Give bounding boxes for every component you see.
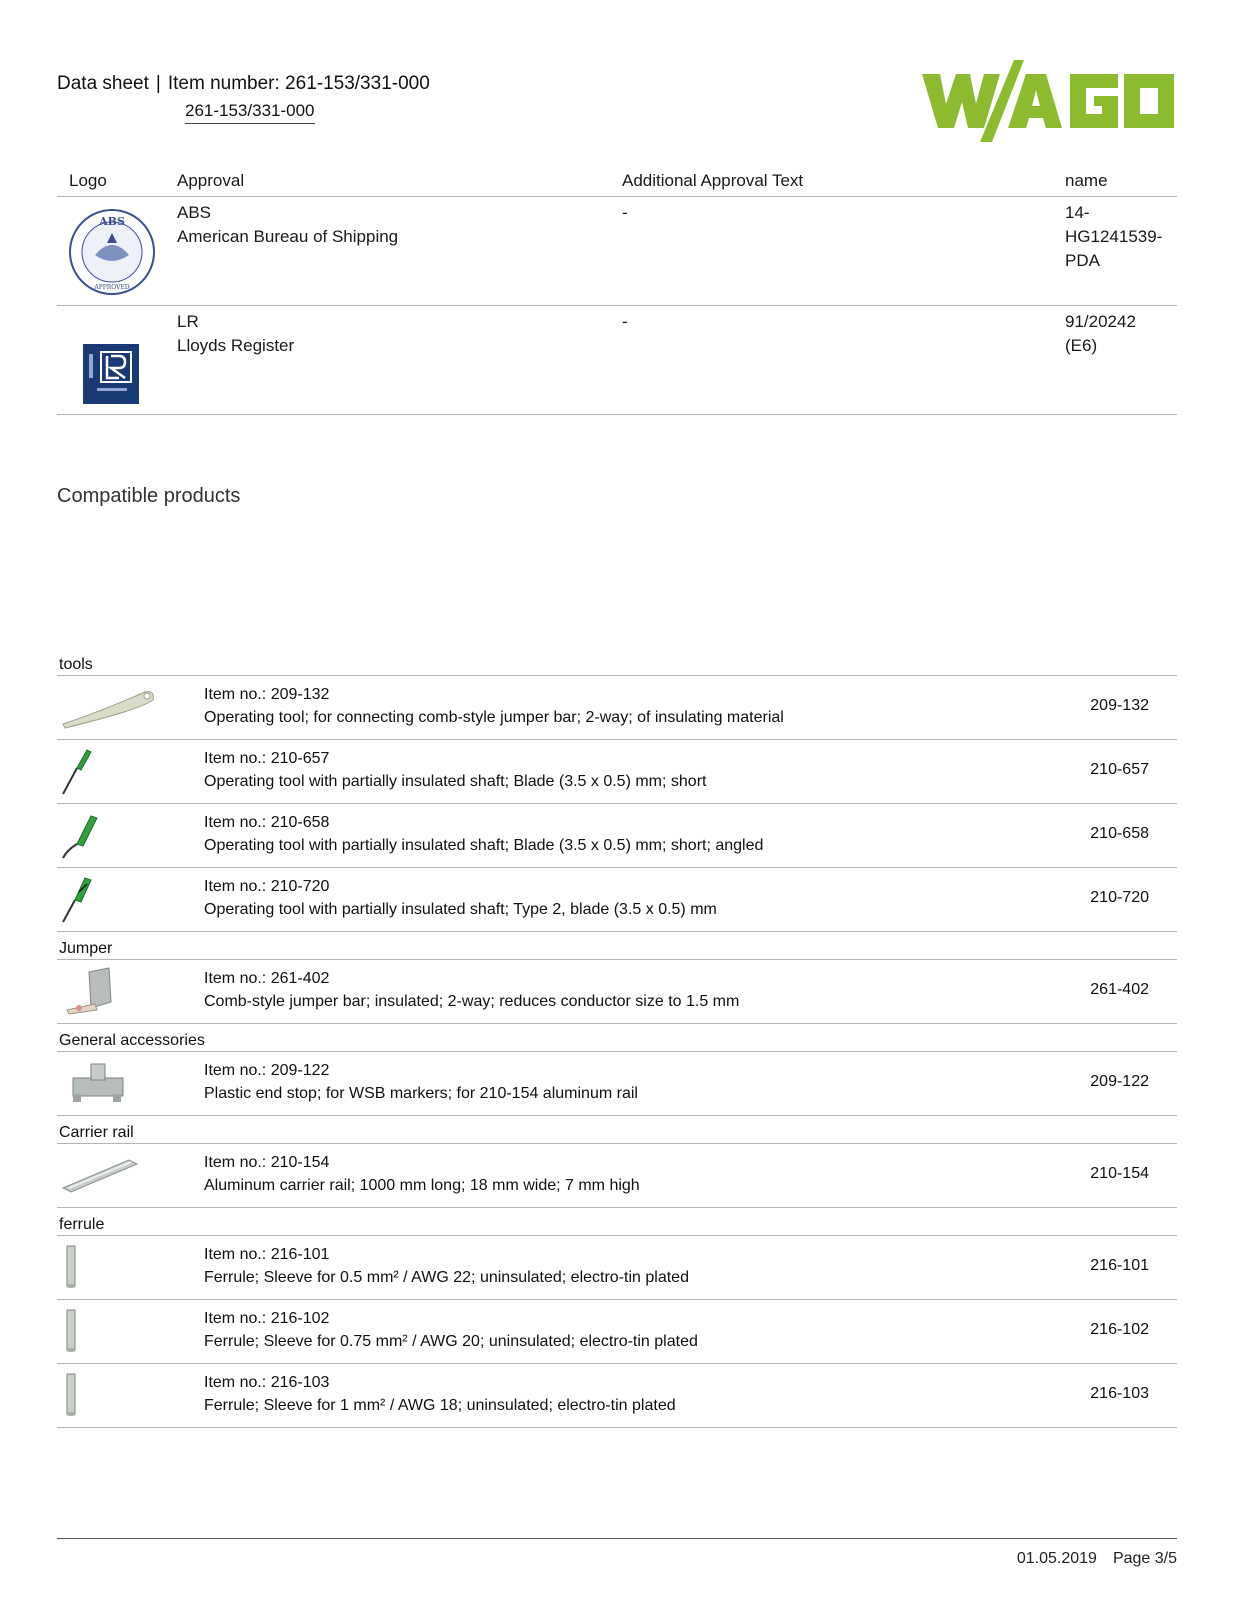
approvals-header [57,168,1177,197]
product-item-no: Item no.: 261-402 [204,970,330,987]
product-row[interactable] [57,1144,1177,1208]
product-item-no: Item no.: 216-103 [204,1374,330,1391]
product-row[interactable] [57,1364,1177,1428]
product-item-no: Item no.: 210-658 [204,814,330,831]
col-logo: Logo [69,171,107,190]
product-number: 210-154 [1090,1165,1149,1182]
lr-mark-icon [67,316,157,406]
abs-seal-icon [67,207,157,297]
product-row[interactable] [57,868,1177,932]
compatible-products-list [57,648,1177,1428]
product-item-no: Item no.: 216-102 [204,1310,330,1327]
jumper-bar-icon [59,966,159,1016]
product-item-no: Item no.: 209-132 [204,686,330,703]
approval-code: ABS [177,203,212,222]
screwdriver-icon [59,746,159,796]
ferrule-icon [59,1306,159,1356]
product-number: 210-657 [1090,761,1149,778]
product-number: 210-658 [1090,825,1149,842]
ferrule-icon [59,1242,159,1292]
carrier-rail-icon [59,1150,159,1200]
compatible-products-heading: Compatible products [57,485,241,507]
group-label-general-accessories: General accessories [57,1024,1177,1052]
svg-text:APPROVED: APPROVED [94,284,130,291]
product-item-no: Item no.: 210-154 [204,1154,330,1171]
product-row[interactable] [57,1300,1177,1364]
approval-name-line: 14- [1065,203,1090,222]
screwdriver-icon [59,874,159,924]
product-desc: Plastic end stop; for WSB markers; for 210-154 aluminum rail [204,1085,638,1102]
col-approval: Approval [177,171,245,190]
product-item-no: Item no.: 216-101 [204,1246,330,1263]
approval-fullname: Lloyds Register [177,336,295,355]
product-item-no: Item no.: 210-657 [204,750,330,767]
product-number: 209-132 [1090,697,1149,714]
approval-additional: - [622,203,628,222]
wago-logo [922,56,1177,146]
group-label-ferrule: ferrule [57,1208,1177,1236]
product-row[interactable] [57,676,1177,740]
approval-additional: - [622,312,628,331]
title-separator: | [155,73,161,94]
doc-label: Data sheet [57,73,149,94]
product-row[interactable] [57,960,1177,1024]
product-desc: Ferrule; Sleeve for 0.5 mm² / AWG 22; uninsulated; electro-tin plated [204,1269,689,1286]
col-name: name [1065,171,1108,190]
product-desc: Operating tool with partially insulated shaft; Blade (3.5 x 0.5) mm; short [204,773,707,790]
product-number: 209-122 [1090,1073,1149,1090]
approval-name-line: (E6) [1065,336,1098,355]
product-desc: Operating tool with partially insulated shaft; Type 2, blade (3.5 x 0.5) mm [204,901,717,918]
approval-name-line: PDA [1065,251,1100,270]
product-number: 210-720 [1090,889,1149,906]
end-stop-icon [59,1058,159,1108]
product-desc: Ferrule; Sleeve for 1 mm² / AWG 18; uninsulated; electro-tin plated [204,1397,676,1414]
footer-date: 01.05.2019 [1016,1550,1097,1567]
approval-code: LR [177,312,199,331]
product-number: 216-101 [1090,1257,1149,1274]
approval-fullname: American Bureau of Shipping [177,227,399,246]
approval-row-abs [57,197,1177,306]
product-number: 216-103 [1090,1385,1149,1402]
product-item-no: Item no.: 209-122 [204,1062,330,1079]
jumper-tool-icon [59,682,159,732]
product-row[interactable] [57,1236,1177,1300]
footer-page: Page 3/5 [1112,1550,1177,1567]
footer [1017,1550,1177,1568]
item-number-link[interactable]: 261-153/331-000 [185,101,315,124]
product-row[interactable] [57,1052,1177,1116]
col-additional: Additional Approval Text [622,171,804,190]
ferrule-icon [59,1370,159,1420]
product-row[interactable] [57,740,1177,804]
svg-text:ABS: ABS [99,215,125,228]
product-row[interactable] [57,804,1177,868]
item-number-label: Item number: 261-153/331-000 [167,73,430,94]
group-label-jumper: Jumper [57,932,1177,960]
product-desc: Ferrule; Sleeve for 0.75 mm² / AWG 20; uninsulated; electro-tin plated [204,1333,698,1350]
group-label-tools: tools [57,648,1177,676]
product-number: 216-102 [1090,1321,1149,1338]
product-desc: Operating tool with partially insulated shaft; Blade (3.5 x 0.5) mm; short; angled [204,837,764,854]
product-desc: Aluminum carrier rail; 1000 mm long; 18 mm wide; 7 mm high [204,1177,640,1194]
product-desc: Comb-style jumper bar; insulated; 2-way; reduces conductor size to 1.5 mm [204,993,740,1010]
footer-divider [57,1538,1177,1539]
angled-screwdriver-icon [59,810,159,860]
approvals-table [57,168,1177,415]
product-desc: Operating tool; for connecting comb-style jumper bar; 2-way; of insulating material [204,709,784,726]
product-item-no: Item no.: 210-720 [204,878,330,895]
approval-name-line: 91/20242 [1065,312,1136,331]
product-number: 261-402 [1090,981,1149,998]
group-label-carrier-rail: Carrier rail [57,1116,1177,1144]
approval-row-lr [57,306,1177,415]
approval-name-line: HG1241539- [1065,227,1163,246]
page-title [57,73,430,95]
